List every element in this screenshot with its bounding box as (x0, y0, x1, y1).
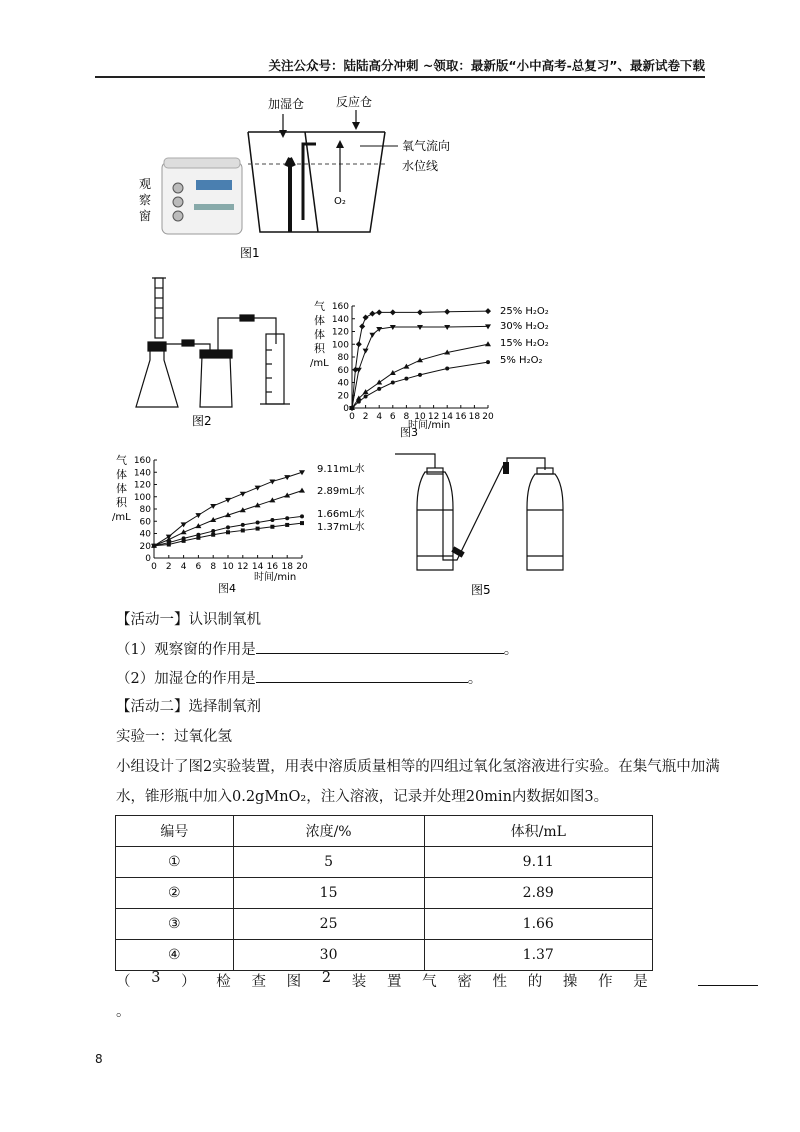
data-point-series-1 (210, 504, 216, 509)
data-point-series-3 (300, 514, 304, 518)
data-point-series-1 (369, 311, 375, 317)
fig1-label-o2: O₂ (334, 196, 346, 207)
y-tick-label: 0 (145, 554, 151, 564)
table-cell: ① (116, 847, 234, 878)
question-3-char: 气 (422, 974, 437, 990)
question-3-period: 。 (116, 1004, 131, 1020)
x-tick-label: 10 (414, 412, 426, 422)
fig3-ylabel-4: 积 (314, 342, 325, 355)
x-tick-label: 4 (180, 562, 187, 572)
fig4-legend-1: 9.11mL水 (317, 464, 365, 475)
question-3-char: ） (181, 974, 196, 990)
data-point-series-1 (485, 308, 491, 314)
fig3-ylabel-5: /mL (310, 358, 329, 369)
x-tick-label: 6 (195, 562, 202, 572)
figure-5 (395, 448, 595, 598)
data-point-series-4 (167, 543, 171, 547)
data-table (115, 815, 653, 971)
fig4-legend-2: 2.89mL水 (317, 486, 365, 497)
x-tick-label: 6 (389, 412, 396, 422)
fig3-caption: 图3 (400, 426, 418, 439)
data-point-series-1 (376, 309, 382, 315)
figure-4-chart (112, 450, 382, 600)
x-tick-label: 8 (210, 562, 217, 572)
data-point-series-4 (196, 536, 200, 540)
fig4-ylabel-5: /mL (112, 512, 131, 523)
question-3-char: 操 (562, 974, 578, 990)
fig3-legend-4: 5% H₂O₂ (500, 355, 543, 366)
y-tick-label: 140 (331, 314, 349, 325)
activity-1-heading: 【活动一】认识制氧机 (116, 612, 261, 628)
data-point-series-3 (270, 518, 274, 522)
data-point-series-4 (350, 406, 354, 410)
series-line-4 (352, 362, 488, 408)
flask-apparatus (136, 278, 290, 407)
data-point-series-2 (299, 488, 305, 493)
y-tick-label: 160 (331, 302, 349, 312)
data-point-series-1 (359, 323, 365, 329)
fig1-window-char-3: 窗 (139, 209, 152, 223)
fig1-caption: 图1 (240, 246, 260, 260)
data-point-series-4 (256, 527, 260, 531)
table-cell: 9.11 (424, 847, 652, 878)
question-3-char: 查 (251, 974, 266, 990)
y-tick-label: 100 (133, 492, 151, 503)
x-tick-label: 4 (376, 412, 383, 422)
table-cell: 1.37 (424, 940, 652, 971)
question-3-char: 是 (633, 974, 648, 990)
y-tick-label: 80 (139, 505, 151, 515)
fig1-window-char-2: 察 (139, 193, 152, 207)
data-point-series-4 (445, 366, 449, 370)
question-3-char: 3 (151, 970, 161, 986)
y-tick-label: 40 (337, 378, 349, 389)
data-point-series-3 (256, 520, 260, 524)
y-tick-label: 140 (133, 468, 151, 479)
paragraph-line-2: 水，锥形瓶中加入0.2gMnO₂，注入溶液，记录并处理20min内数据如图3。 (116, 789, 609, 805)
data-point-series-2 (417, 325, 423, 330)
fig5-caption: 图5 (471, 583, 491, 597)
y-tick-label: 100 (331, 340, 349, 351)
question-3-char: 性 (492, 974, 508, 990)
fig4-ylabel-3: 体 (116, 482, 127, 495)
table-cell: 25 (233, 909, 424, 940)
fig2-caption: 图2 (192, 414, 212, 428)
question-3-char: 的 (527, 974, 543, 990)
data-point-series-3 (211, 529, 215, 533)
y-tick-label: 120 (133, 480, 151, 491)
data-point-series-1 (363, 314, 369, 320)
x-tick-label: 16 (455, 412, 467, 422)
table-row (116, 909, 653, 940)
figure-1 (130, 92, 470, 260)
fig4-ylabel-2: 体 (116, 468, 127, 481)
fig4-xlabel: 时间/min (254, 572, 297, 583)
fig4-ylabel-1: 气 (116, 454, 127, 467)
x-tick-label: 12 (237, 562, 249, 572)
question-3-char: 装 (351, 974, 367, 990)
data-point-series-4 (182, 539, 186, 543)
fig3-xlabel: 时间/min (408, 420, 451, 431)
x-tick-label: 20 (482, 412, 494, 422)
fig3-ylabel-2: 体 (314, 314, 325, 327)
figure-2 (130, 272, 320, 430)
question-3-char: 检 (216, 974, 231, 990)
question-3-char: 图 (286, 974, 302, 990)
answer-blank-1[interactable] (256, 639, 504, 654)
y-tick-label: 60 (139, 517, 151, 528)
data-point-series-3 (285, 516, 289, 520)
fig1-window-char-1: 观 (139, 177, 152, 191)
question-2: （2）加湿仓的作用是 。 (116, 668, 482, 689)
x-tick-label: 0 (151, 562, 157, 572)
x-tick-label: 18 (281, 562, 293, 572)
fig3-ylabel-1: 气 (314, 300, 325, 313)
answer-blank-3[interactable] (698, 985, 758, 986)
figure-3-chart (310, 296, 570, 442)
x-tick-label: 20 (296, 562, 308, 572)
table-header-row (116, 816, 653, 847)
fig1-label-water-line: 水位线 (402, 159, 439, 173)
data-point-series-1 (444, 309, 450, 315)
series-line-2 (352, 326, 488, 408)
table-cell: ③ (116, 909, 234, 940)
data-point-series-2 (363, 349, 369, 354)
table-header-cell: 浓度/% (233, 816, 424, 847)
data-point-series-4 (300, 521, 304, 525)
y-tick-label: 160 (133, 456, 151, 466)
y-tick-label: 60 (337, 365, 349, 376)
data-point-series-3 (376, 380, 382, 385)
fig3-legend-3: 15% H₂O₂ (500, 338, 549, 349)
fig4-legend-4: 1.37mL水 (317, 522, 365, 533)
bottle-apparatus (395, 454, 563, 570)
question-3-char: 作 (598, 974, 613, 990)
fig3-ylabel-3: 体 (314, 328, 325, 341)
table-cell: 1.66 (424, 909, 652, 940)
table-cell: 2.89 (424, 878, 652, 909)
question-3-char: （ (116, 974, 131, 990)
data-point-series-4 (270, 525, 274, 529)
y-tick-label: 80 (337, 353, 349, 363)
data-point-series-3 (485, 341, 491, 346)
data-point-series-4 (377, 387, 381, 391)
x-tick-label: 2 (362, 412, 369, 422)
question-3-char: 2 (321, 970, 332, 986)
question-1: （1）观察窗的作用是 。 (116, 639, 518, 660)
question-3-char: 密 (457, 974, 472, 990)
answer-blank-2[interactable] (256, 668, 468, 683)
question-3 (116, 970, 648, 991)
data-point-series-4 (357, 400, 361, 404)
fig1-label-reactor: 反应仓 (336, 95, 373, 109)
x-tick-label: 0 (349, 412, 355, 422)
table-cell: 30 (233, 940, 424, 971)
data-point-series-1 (195, 513, 201, 518)
table-row (116, 878, 653, 909)
x-tick-label: 14 (251, 562, 264, 572)
data-point-series-4 (211, 533, 215, 537)
data-point-series-2 (444, 325, 450, 330)
fig4-legend-3: 1.66mL水 (317, 509, 365, 520)
data-point-series-4 (418, 373, 422, 377)
y-tick-label: 20 (337, 391, 349, 402)
x-tick-label: 16 (266, 562, 279, 572)
table-cell: ④ (116, 940, 234, 971)
data-point-series-1 (390, 309, 396, 315)
data-point-series-4 (391, 381, 395, 385)
activity-2-heading: 【活动二】选择制氧剂 (116, 699, 261, 715)
humidifier-container (248, 132, 385, 232)
data-point-series-3 (241, 523, 245, 527)
fig1-label-oxygen-flow: 氧气流向 (402, 139, 451, 153)
table-cell: 5 (233, 847, 424, 878)
x-tick-label: 18 (468, 412, 481, 422)
experiment-1-heading: 实验一：过氧化氢 (116, 729, 232, 745)
fig4-ylabel-4: 积 (116, 496, 127, 509)
page-header: 关注公众号：陆陆高分冲刺 ~领取：最新版“小中高考-总复习”、最新试卷下载 (95, 56, 705, 78)
oxygen-machine-photo (162, 158, 242, 234)
page-number: 8 (95, 1052, 103, 1066)
data-point-series-4 (285, 523, 289, 527)
x-tick-label: 2 (165, 562, 172, 572)
table-cell: ② (116, 878, 234, 909)
fig3-legend-1: 25% H₂O₂ (500, 306, 549, 317)
table-cell: 15 (233, 878, 424, 909)
series-line-1 (154, 472, 302, 546)
data-point-series-3 (226, 525, 230, 529)
x-tick-label: 10 (222, 562, 234, 572)
data-point-series-4 (486, 360, 490, 364)
data-point-series-4 (241, 528, 245, 532)
x-tick-label: 12 (427, 412, 440, 422)
data-point-series-4 (226, 530, 230, 534)
table-row (116, 847, 653, 878)
table-row (116, 940, 653, 971)
data-point-series-4 (404, 377, 408, 381)
table-header-cell: 体积/mL (424, 816, 652, 847)
fig3-legend-2: 30% H₂O₂ (500, 321, 549, 332)
y-tick-label: 20 (139, 541, 151, 552)
question-3-char: 置 (386, 974, 402, 990)
data-point-series-3 (363, 389, 369, 394)
data-point-series-1 (417, 309, 423, 315)
data-point-series-1 (356, 341, 362, 347)
fig1-label-humidifier: 加湿仓 (268, 97, 305, 111)
x-tick-label: 8 (403, 412, 410, 422)
fig4-caption: 图4 (218, 582, 236, 595)
paragraph-line-1: 小组设计了图2实验装置，用表中溶质质量相等的四组过氧化氢溶液进行实验。在集气瓶中加满 (116, 759, 720, 775)
data-point-series-4 (152, 544, 156, 548)
x-tick-label: 14 (441, 412, 453, 422)
y-tick-label: 120 (331, 327, 349, 338)
y-tick-label: 0 (343, 404, 349, 414)
data-point-series-2 (369, 333, 375, 338)
table-header-cell: 编号 (116, 816, 234, 847)
data-point-series-4 (364, 395, 368, 399)
y-tick-label: 40 (139, 529, 151, 540)
